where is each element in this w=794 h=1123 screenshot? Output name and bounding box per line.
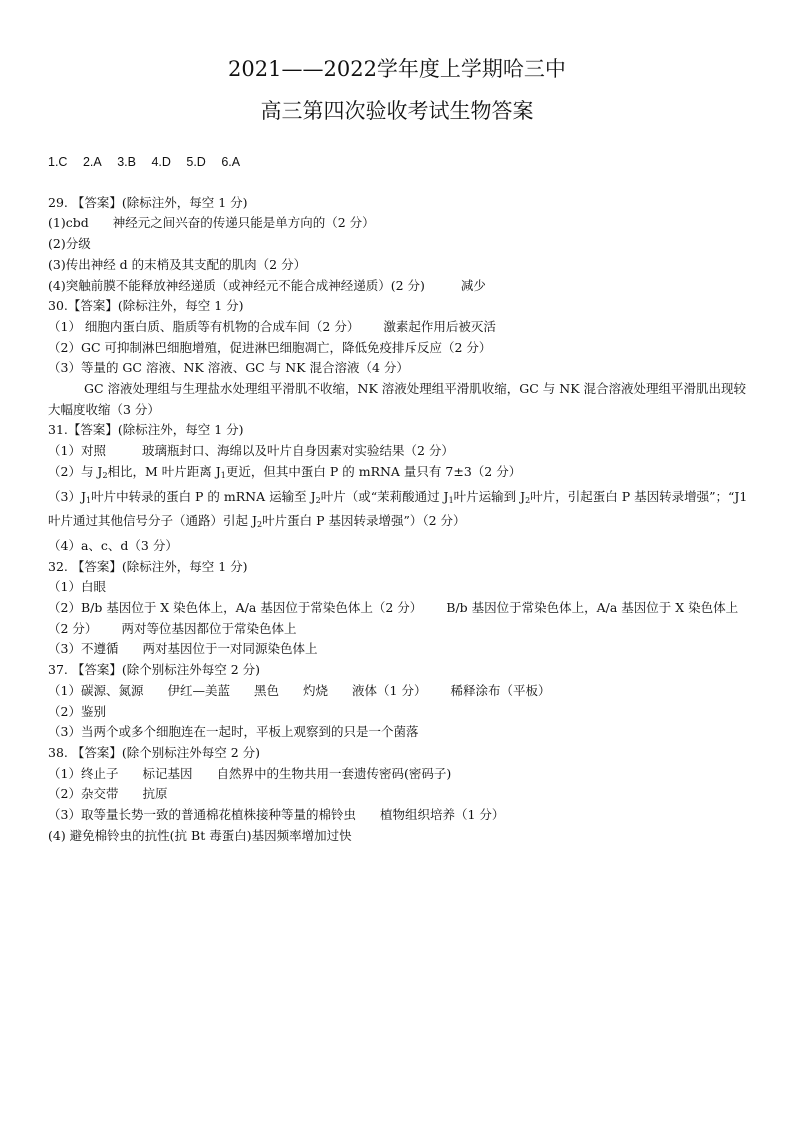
multiple-choice-answers bbox=[48, 152, 750, 173]
q32-answer-2 bbox=[48, 598, 750, 639]
q37-answer-2: （2）鉴别 bbox=[48, 703, 106, 719]
q29-answer-1 bbox=[48, 213, 750, 234]
q38-a2-blank2: 抗原 bbox=[142, 786, 168, 802]
q31-a3-part5: 叶片，引起蛋白 P 基因转录增强”；“J1 叶片通过其他信号分子（通路）引起 J bbox=[48, 488, 748, 529]
q30-answer-1 bbox=[48, 317, 750, 338]
q31-a3-part6: 叶片蛋白 P 基因转录增强”）（2 分） bbox=[262, 513, 466, 529]
q37-a1-blank2: 伊红—美蓝 bbox=[167, 682, 230, 698]
q37-a1-blank5: 液体（1 分） bbox=[352, 682, 427, 698]
q31-a3-sub2: 2 bbox=[315, 495, 321, 505]
mc-answer-6: 6.A bbox=[221, 155, 241, 169]
mc-answer-2: 2.A bbox=[82, 155, 102, 169]
q31-a2-part1: （2）与 J bbox=[48, 463, 103, 479]
mc-answer-4: 4.D bbox=[151, 155, 171, 169]
q31-answer-1 bbox=[48, 441, 750, 462]
q31-a3-part4: 叶片运输到 J bbox=[453, 488, 526, 504]
q31-a3-part3: 叶片（或“茉莉酸通过 J bbox=[320, 488, 449, 504]
q30-answer-3-detail: GC 溶液处理组与生理盐水处理组平滑肌不收缩，NK 溶液处理组平滑肌收缩，GC 与 NK 混合溶液处理组平滑肌出现较大幅度收缩（3 分） bbox=[48, 381, 747, 417]
q29-answer-2: (2)分级 bbox=[48, 236, 91, 252]
q38-a2-blank1: （2）杂交带 bbox=[48, 786, 119, 802]
q32-answer-3b: 两对基因位于一对同源染色体上 bbox=[142, 641, 318, 657]
q29-answer-4 bbox=[48, 276, 750, 297]
q31-a2-part2: 相比，M 叶片距离 J bbox=[107, 463, 221, 479]
mc-answer-3: 3.B bbox=[117, 155, 136, 169]
q31-answer-3 bbox=[48, 487, 750, 536]
q38-answer-3b: 植物组织培养（1 分） bbox=[379, 807, 505, 823]
q38-answer-3 bbox=[48, 805, 750, 826]
q31-answer-1a: （1）对照 bbox=[48, 443, 106, 459]
q31-a3-part2: 叶片中转录的蛋白 P 的 mRNA 运输至 J bbox=[91, 488, 316, 504]
q30-answer-1b: 激素起作用后被灭活 bbox=[383, 318, 496, 334]
q32-answer-1: （1）白眼 bbox=[48, 579, 106, 595]
q38-answer-3a: （3）取等量长势一致的普通棉花植株接种等量的棉铃虫 bbox=[48, 807, 356, 823]
q29-answer-3: (3)传出神经 d 的末梢及其支配的肌肉（2 分） bbox=[48, 256, 307, 272]
q29-answer-1b: 神经元之间兴奋的传递只能是单方向的（2 分） bbox=[112, 215, 375, 231]
q37-answer-1 bbox=[48, 681, 750, 702]
q38-a1-blank3: 自然界中的生物共用一套遗传密码(密码子) bbox=[216, 765, 452, 781]
q31-a2-sub2: 1 bbox=[220, 470, 226, 480]
q30-answer-2: （2）GC 可抑制淋巴细胞增殖，促进淋巴细胞凋亡，降低免疫排斥反应（2 分） bbox=[48, 339, 492, 355]
q32-answer-2c: 两对等位基因都位于常染色体上 bbox=[121, 620, 297, 636]
q29-heading: 29. 【答案】(除标注外，每空 1 分) bbox=[48, 194, 248, 210]
q31-a2-sub1: 2 bbox=[102, 470, 108, 480]
q31-answer-1b: 玻璃瓶封口、海绵以及叶片自身因素对实验结果（2 分） bbox=[141, 443, 454, 459]
q31-answer-4: （4）a、c、d（3 分） bbox=[48, 537, 178, 553]
q32-answer-3a: （3）不遵循 bbox=[48, 641, 119, 657]
q37-answer-3: （3）当两个或多个细胞连在一起时，平板上观察到的只是一个菌落 bbox=[48, 724, 419, 740]
q32-answer-3 bbox=[48, 639, 750, 660]
q31-a2-part3: 更近，但其中蛋白 P 的 mRNA 量只有 7±3（2 分） bbox=[225, 463, 522, 479]
exam-title-subject: 高三第四次验收考试生物答案 bbox=[260, 99, 534, 123]
q38-answer-2 bbox=[48, 784, 750, 805]
q30-heading: 30.【答案】(除标注外，每空 1 分) bbox=[48, 298, 244, 314]
q37-a1-blank4: 灼烧 bbox=[303, 682, 329, 698]
q31-a3-sub4: 2 bbox=[525, 495, 531, 505]
q37-a1-blank3: 黑色 bbox=[253, 682, 279, 698]
mc-answer-5: 5.D bbox=[186, 155, 206, 169]
q31-a3-sub1: 1 bbox=[85, 495, 92, 505]
q37-heading: 37. 【答案】(除个别标注外每空 2 分) bbox=[48, 662, 261, 678]
q31-answer-2 bbox=[48, 462, 750, 487]
q32-answer-2b: B/b 基因位于常染色体上，A/a 基因位于 X 染色体上（2 分） bbox=[48, 600, 739, 636]
q38-heading: 38. 【答案】(除个别标注外每空 2 分) bbox=[48, 744, 261, 760]
q29-answer-4a: (4)突触前膜不能释放神经递质（或神经元不能合成神经递质）(2 分) bbox=[48, 277, 425, 293]
q30-answer-3: （3）等量的 GC 溶液、NK 溶液、GC 与 NK 混合溶液（4 分） bbox=[48, 360, 409, 376]
q31-a3-sub5: 2 bbox=[257, 520, 263, 530]
mc-answer-1: 1.C bbox=[48, 155, 68, 169]
q32-heading: 32. 【答案】(除标注外，每空 1 分) bbox=[48, 558, 248, 574]
q38-answer-1 bbox=[48, 764, 750, 785]
q29-answer-4b: 减少 bbox=[460, 277, 486, 293]
q38-answer-4: (4) 避免棉铃虫的抗性(抗 Bt 毒蛋白)基因频率增加过快 bbox=[48, 827, 352, 843]
exam-title-school: 2021——2022学年度上学期哈三中 bbox=[228, 57, 566, 81]
q29-answer-1a: (1)cbd bbox=[48, 215, 89, 231]
answer-content bbox=[48, 152, 750, 847]
q31-a3-part1: （3）J bbox=[48, 488, 86, 504]
q32-answer-2a: （2）B/b 基因位于 X 染色体上，A/a 基因位于常染色体上（2 分） bbox=[48, 600, 423, 616]
q31-heading: 31.【答案】(除标注外，每空 1 分) bbox=[48, 422, 244, 438]
q38-a1-blank2: 标记基因 bbox=[142, 765, 193, 781]
q30-answer-1a: （1） 细胞内蛋白质、脂质等有机物的合成车间（2 分） bbox=[48, 318, 360, 334]
q37-a1-blank1: （1）碳源、氮源 bbox=[48, 682, 144, 698]
q37-a1-blank6: 稀释涂布（平板） bbox=[450, 682, 551, 698]
q38-a1-blank1: （1）终止子 bbox=[48, 765, 119, 781]
q31-a3-sub3: 1 bbox=[448, 495, 454, 505]
